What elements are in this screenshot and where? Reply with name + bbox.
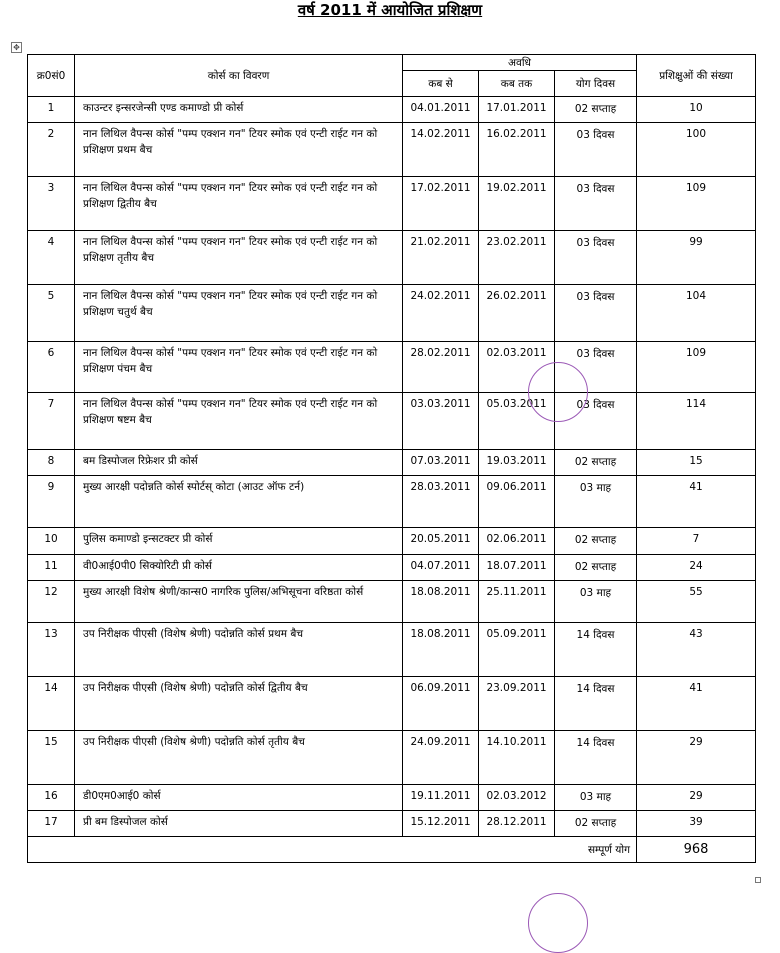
row-duration: 03 दिवस [555, 177, 637, 231]
row-duration: 02 सप्ताह [555, 811, 637, 837]
table-row [28, 555, 756, 581]
table-row [28, 731, 756, 785]
training-table [27, 54, 756, 863]
row-duration: 03 माह [555, 785, 637, 811]
row-from-date: 24.02.2011 [403, 285, 479, 342]
row-trainee-count: 10 [637, 97, 756, 123]
table-row [28, 393, 756, 450]
row-trainee-count: 41 [637, 476, 756, 528]
table-row [28, 623, 756, 677]
row-sn: 15 [28, 731, 75, 785]
row-description: नान लिथिल वैपन्स कोर्स "पम्प एक्शन गन" टियर स्मोक एवं एन्टी राईट गन को प्रशिक्षण तृतीय बैच [75, 231, 403, 285]
row-description: काउन्टर इन्सरजेन्सी एण्ड कमाण्डो प्री कोर्स [75, 97, 403, 123]
row-to-date: 14.10.2011 [479, 731, 555, 785]
row-duration: 03 माह [555, 476, 637, 528]
row-sn: 13 [28, 623, 75, 677]
row-sn: 14 [28, 677, 75, 731]
table-row [28, 677, 756, 731]
row-to-date: 17.01.2011 [479, 97, 555, 123]
row-trainee-count: 43 [637, 623, 756, 677]
row-from-date: 15.12.2011 [403, 811, 479, 837]
table-row [28, 785, 756, 811]
row-duration: 14 दिवस [555, 677, 637, 731]
row-description: बम डिस्पोजल रिफ्रेशर प्री कोर्स [75, 450, 403, 476]
annotation-circle [528, 893, 588, 953]
row-description: वी0आई0पी0 सिक्योरिटी प्री कोर्स [75, 555, 403, 581]
row-to-date: 02.03.2011 [479, 342, 555, 393]
row-sn: 16 [28, 785, 75, 811]
row-from-date: 07.03.2011 [403, 450, 479, 476]
row-sn: 5 [28, 285, 75, 342]
row-duration: 02 सप्ताह [555, 528, 637, 555]
row-duration: 14 दिवस [555, 623, 637, 677]
annotation-circle [528, 362, 588, 422]
header-total-days: योग दिवस [555, 71, 637, 97]
row-duration: 02 सप्ताह [555, 97, 637, 123]
row-to-date: 02.03.2012 [479, 785, 555, 811]
row-description: मुख्य आरक्षी पदोन्नति कोर्स स्पोर्टस् कोटा (आउट ऑफ टर्न) [75, 476, 403, 528]
row-duration: 03 दिवस [555, 393, 637, 450]
page-title: वर्ष 2011 में आयोजित प्रशिक्षण [297, 1, 483, 19]
table-row [28, 811, 756, 837]
row-duration: 03 दिवस [555, 231, 637, 285]
row-to-date: 23.02.2011 [479, 231, 555, 285]
row-from-date: 14.02.2011 [403, 123, 479, 177]
row-description: डी0एम0आई0 कोर्स [75, 785, 403, 811]
header-duration: अवधि [403, 55, 637, 71]
row-from-date: 19.11.2011 [403, 785, 479, 811]
row-from-date: 28.03.2011 [403, 476, 479, 528]
row-from-date: 24.09.2011 [403, 731, 479, 785]
row-description: पुलिस कमाण्डो इन्सटक्टर प्री कोर्स [75, 528, 403, 555]
row-to-date: 02.06.2011 [479, 528, 555, 555]
row-trainee-count: 29 [637, 785, 756, 811]
row-duration: 02 सप्ताह [555, 555, 637, 581]
row-sn: 12 [28, 581, 75, 623]
row-description: उप निरीक्षक पीएसी (विशेष श्रेणी) पदोन्नति कोर्स प्रथम बैच [75, 623, 403, 677]
row-to-date: 05.09.2011 [479, 623, 555, 677]
row-trainee-count: 39 [637, 811, 756, 837]
table-row [28, 123, 756, 177]
row-trainee-count: 109 [637, 177, 756, 231]
row-sn: 11 [28, 555, 75, 581]
table-row [28, 476, 756, 528]
row-to-date: 23.09.2011 [479, 677, 555, 731]
row-trainee-count: 29 [637, 731, 756, 785]
row-description: उप निरीक्षक पीएसी (विशेष श्रेणी) पदोन्नति कोर्स द्वितीय बैच [75, 677, 403, 731]
row-duration: 03 माह [555, 581, 637, 623]
row-from-date: 04.01.2011 [403, 97, 479, 123]
table-row [28, 528, 756, 555]
row-from-date: 18.08.2011 [403, 581, 479, 623]
row-from-date: 20.05.2011 [403, 528, 479, 555]
header-trainees: प्रशिक्षुओं की संख्या [637, 55, 756, 97]
row-description: प्री बम डिस्पोजल कोर्स [75, 811, 403, 837]
row-sn: 2 [28, 123, 75, 177]
row-from-date: 17.02.2011 [403, 177, 479, 231]
row-to-date: 09.06.2011 [479, 476, 555, 528]
total-label: सम्पूर्ण योग [28, 837, 637, 863]
row-description: मुख्य आरक्षी विशेष श्रेणी/कान्स0 नागरिक पुलिस/अभिसूचना वरिष्ठता कोर्स [75, 581, 403, 623]
table-row [28, 97, 756, 123]
row-trainee-count: 24 [637, 555, 756, 581]
table-row [28, 342, 756, 393]
row-trainee-count: 109 [637, 342, 756, 393]
table-row [28, 581, 756, 623]
row-sn: 4 [28, 231, 75, 285]
row-from-date: 06.09.2011 [403, 677, 479, 731]
row-trainee-count: 7 [637, 528, 756, 555]
row-description: नान लिथिल वैपन्स कोर्स "पम्प एक्शन गन" टियर स्मोक एवं एन्टी राईट गन को प्रशिक्षण षष्टम बैच [75, 393, 403, 450]
row-sn: 8 [28, 450, 75, 476]
row-to-date: 05.03.2011 [479, 393, 555, 450]
row-trainee-count: 100 [637, 123, 756, 177]
row-from-date: 18.08.2011 [403, 623, 479, 677]
row-sn: 7 [28, 393, 75, 450]
table-row [28, 285, 756, 342]
row-to-date: 18.07.2011 [479, 555, 555, 581]
row-duration: 03 दिवस [555, 123, 637, 177]
row-duration: 14 दिवस [555, 731, 637, 785]
row-description: नान लिथिल वैपन्स कोर्स "पम्प एक्शन गन" टियर स्मोक एवं एन्टी राईट गन को प्रशिक्षण प्रथम बैच [75, 123, 403, 177]
row-trainee-count: 41 [637, 677, 756, 731]
header-from: कब से [403, 71, 479, 97]
table-resize-handle[interactable] [755, 877, 761, 883]
row-to-date: 25.11.2011 [479, 581, 555, 623]
row-to-date: 19.03.2011 [479, 450, 555, 476]
row-sn: 17 [28, 811, 75, 837]
table-row [28, 177, 756, 231]
row-sn: 10 [28, 528, 75, 555]
row-to-date: 19.02.2011 [479, 177, 555, 231]
row-description: नान लिथिल वैपन्स कोर्स "पम्प एक्शन गन" टियर स्मोक एवं एन्टी राईट गन को प्रशिक्षण पंचम बैच [75, 342, 403, 393]
row-sn: 9 [28, 476, 75, 528]
row-trainee-count: 55 [637, 581, 756, 623]
row-sn: 6 [28, 342, 75, 393]
header-description: कोर्स का विवरण [75, 55, 403, 97]
row-duration: 02 सप्ताह [555, 450, 637, 476]
row-duration: 03 दिवस [555, 342, 637, 393]
row-to-date: 26.02.2011 [479, 285, 555, 342]
row-from-date: 04.07.2011 [403, 555, 479, 581]
row-trainee-count: 15 [637, 450, 756, 476]
row-from-date: 28.02.2011 [403, 342, 479, 393]
row-description: नान लिथिल वैपन्स कोर्स "पम्प एक्शन गन" टियर स्मोक एवं एन्टी राईट गन को प्रशिक्षण द्वितीय बैच [75, 177, 403, 231]
header-sn: क्र0सं0 [28, 55, 75, 97]
row-sn: 1 [28, 97, 75, 123]
row-from-date: 03.03.2011 [403, 393, 479, 450]
table-row [28, 450, 756, 476]
row-trainee-count: 104 [637, 285, 756, 342]
row-duration: 03 दिवस [555, 285, 637, 342]
header-to: कब तक [479, 71, 555, 97]
row-trainee-count: 114 [637, 393, 756, 450]
row-from-date: 21.02.2011 [403, 231, 479, 285]
total-value: 968 [637, 837, 756, 863]
move-handle-icon[interactable]: ✥ [11, 42, 22, 53]
row-trainee-count: 99 [637, 231, 756, 285]
row-to-date: 16.02.2011 [479, 123, 555, 177]
row-description: नान लिथिल वैपन्स कोर्स "पम्प एक्शन गन" टियर स्मोक एवं एन्टी राईट गन को प्रशिक्षण चतुर्थ बैच [75, 285, 403, 342]
row-to-date: 28.12.2011 [479, 811, 555, 837]
row-description: उप निरीक्षक पीएसी (विशेष श्रेणी) पदोन्नति कोर्स तृतीय बैच [75, 731, 403, 785]
table-row [28, 231, 756, 285]
row-sn: 3 [28, 177, 75, 231]
